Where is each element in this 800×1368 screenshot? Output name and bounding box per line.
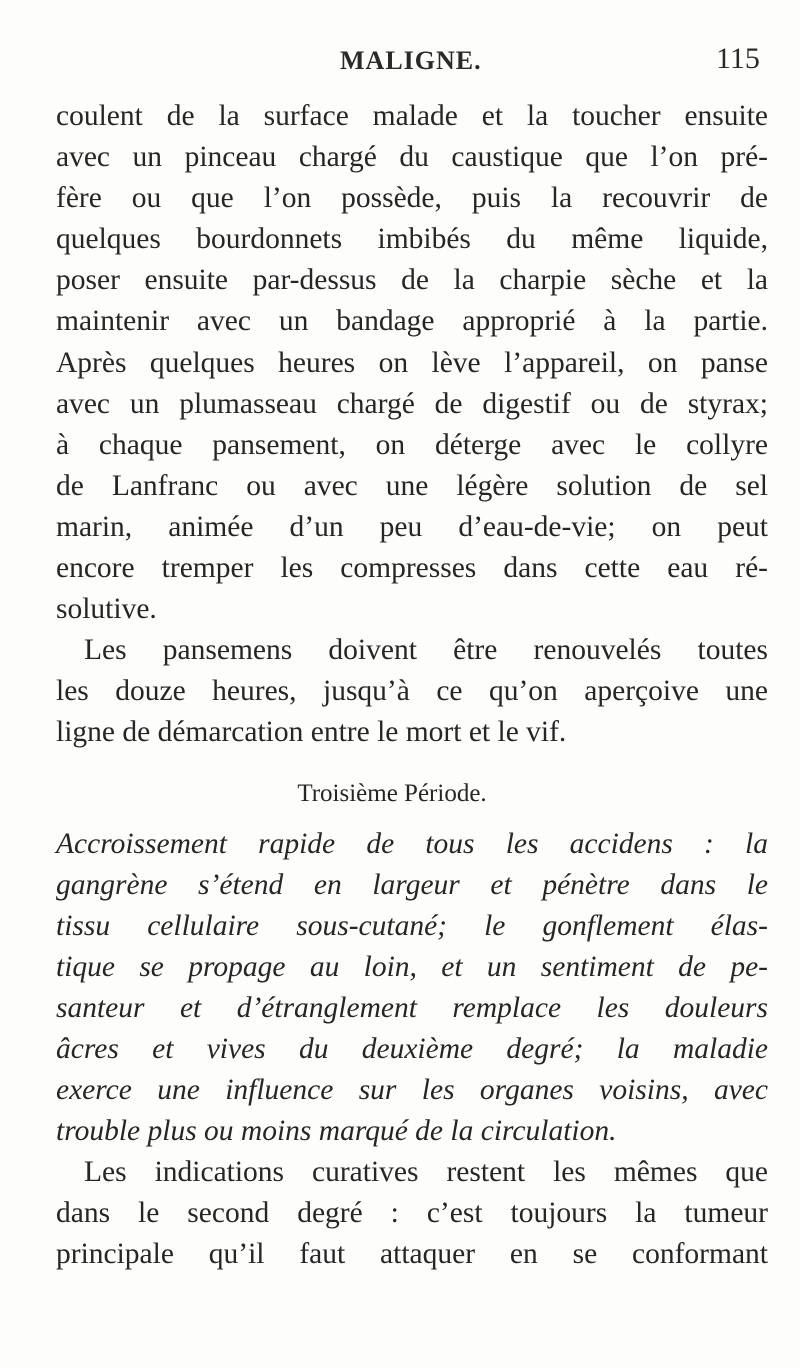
text-line: à chaque pansement, on déterge avec le collyre xyxy=(56,428,768,461)
text-line: Les pansemens doivent être renouvelés toutes xyxy=(84,634,768,667)
page-number: 115 xyxy=(716,42,760,75)
text-line: quelques bourdonnets imbibés du même liquide, xyxy=(56,223,768,256)
page-header xyxy=(0,42,800,86)
italic-summary xyxy=(56,824,768,1153)
text-line: encore tremper les compresses dans cette eau ré- xyxy=(56,552,768,585)
text-line: santeur et d’étranglement remplace les douleurs xyxy=(56,991,768,1024)
text-line: fère ou que l’on possède, puis la recouvrir de xyxy=(56,182,768,215)
paragraph-1 xyxy=(56,96,768,630)
running-head: MALIGNE. xyxy=(340,46,482,75)
text-line: marin, animée d’un peu d’eau-de-vie; on peut xyxy=(56,510,768,543)
text-line: ligne de démarcation entre le mort et le vif. xyxy=(56,716,567,749)
text-line: tissu cellulaire sous-cutané; le gonflement élas- xyxy=(56,909,768,942)
text-line: principale qu’il faut attaquer en se conformant xyxy=(56,1238,768,1271)
text-line: coulent de la surface malade et la toucher ensuite xyxy=(56,100,768,132)
text-line: tique se propage au loin, et un sentiment de pe- xyxy=(56,950,768,983)
text-line: trouble plus ou moins marqué de la circulation. xyxy=(56,1115,617,1148)
text-line: dans le second degré : c’est toujours la tumeur xyxy=(56,1197,768,1230)
text-line: solutive. xyxy=(56,593,157,626)
text-line: Accroissement rapide de tous les accidens : la xyxy=(56,827,768,860)
paragraph-2 xyxy=(56,630,768,753)
text-line: âcres et vives du deuxième degré; la maladie xyxy=(56,1032,768,1065)
text-line: Les indications curatives restent les mêmes que xyxy=(84,1156,768,1189)
text-line: de Lanfranc ou avec une légère solution de sel xyxy=(56,469,768,502)
paragraph-3 xyxy=(56,1152,768,1275)
section-title: Troisième Période. xyxy=(297,779,487,807)
text-line: avec un plumasseau chargé de digestif ou de styrax; xyxy=(56,387,768,420)
text-line: Après quelques heures on lève l’appareil, on panse xyxy=(56,346,768,379)
text-line: exerce une influence sur les organes voisins, avec xyxy=(56,1074,768,1107)
text-line: maintenir avec un bandage approprié à la partie. xyxy=(56,305,768,338)
text-line: les douze heures, jusqu’à ce qu’on aperçoive une xyxy=(56,675,768,708)
text-line: gangrène s’étend en largeur et pénètre dans le xyxy=(56,868,768,901)
page-body xyxy=(56,96,768,1276)
text-line: poser ensuite par-dessus de la charpie sèche et la xyxy=(56,264,768,297)
text-line: avec un pinceau chargé du caustique que l’on pré- xyxy=(56,141,768,174)
